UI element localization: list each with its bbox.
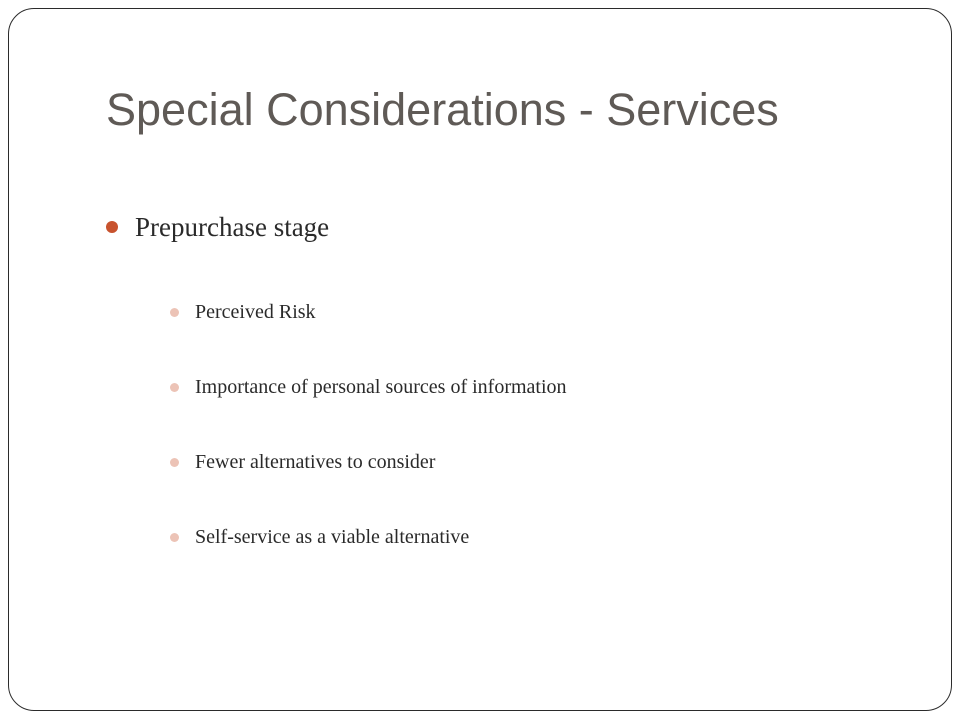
main-bullet (106, 207, 329, 247)
sub-bullet-text: Fewer alternatives to consider (195, 450, 436, 473)
bullet-dot-icon (106, 221, 118, 233)
sub-bullet-text: Importance of personal sources of information (195, 375, 567, 398)
sub-bullet-item (170, 296, 567, 328)
main-bullet-text: Prepurchase stage (135, 211, 330, 242)
sub-bullet-item (170, 371, 567, 403)
sub-bullet-text: Perceived Risk (195, 300, 316, 323)
sub-bullet-dot-icon (170, 308, 179, 317)
sub-bullet-text: Self-service as a viable alternative (195, 525, 470, 548)
sub-bullet-item (170, 521, 567, 553)
sub-bullet-dot-icon (170, 383, 179, 392)
slide-title: Special Considerations - Services (106, 84, 779, 135)
sub-bullet-list (170, 296, 567, 596)
sub-bullet-dot-icon (170, 458, 179, 467)
sub-bullet-dot-icon (170, 533, 179, 542)
sub-bullet-item (170, 446, 567, 478)
